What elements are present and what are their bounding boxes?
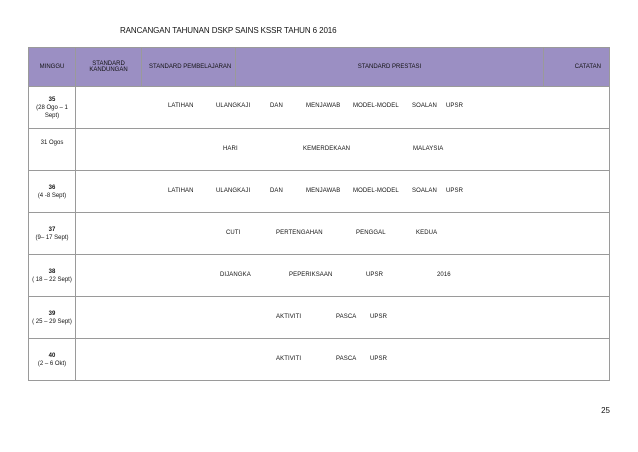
table-row — [29, 129, 610, 171]
week-number: 39 — [48, 310, 56, 317]
week-number: 40 — [48, 352, 56, 359]
week-cell — [29, 87, 76, 129]
activity-cell — [76, 339, 610, 381]
header-standard-prestasi: STANDARD PRESTASI — [236, 48, 544, 87]
table-row — [29, 297, 610, 339]
activity-cell — [76, 255, 610, 297]
week-number: 35 — [48, 96, 56, 103]
header-minggu: MINGGU — [29, 48, 76, 87]
week-range: (4 -8 Sept) — [37, 192, 67, 199]
header-standard-kandungan-line1: STANDARD — [92, 61, 125, 67]
activity-word: DIJANGKA — [220, 272, 251, 278]
document-title: RANCANGAN TAHUNAN DSKP SAINS KSSR TAHUN 6 2016 — [120, 26, 337, 35]
activity-word: MALAYSIA — [413, 146, 444, 152]
activity-word: HARI — [223, 146, 238, 152]
activity-word: SOALAN — [412, 188, 437, 194]
activity-word: KEDUA — [416, 230, 438, 236]
activity-word: DAN — [270, 103, 283, 109]
week-cell — [29, 297, 76, 339]
header-standard-kandungan — [76, 48, 142, 87]
week-cell — [29, 339, 76, 381]
week-range: (9– 17 Sept) — [35, 234, 69, 241]
activity-cell — [76, 129, 610, 171]
table-row — [29, 339, 610, 381]
activity-word: AKTIVITI — [276, 314, 302, 320]
activity-word: DAN — [270, 188, 283, 194]
header-catatan: CATATAN — [544, 48, 610, 87]
table-row — [29, 171, 610, 213]
activity-cell — [76, 171, 610, 213]
activity-word: MODEL-MODEL — [353, 188, 399, 194]
activity-word: UPSR — [370, 314, 388, 320]
activity-word: ULANGKAJI — [216, 188, 251, 194]
activity-word: KEMERDEKAAN — [303, 146, 351, 152]
annual-plan-table — [28, 47, 610, 381]
week-number: 38 — [48, 268, 56, 275]
activity-word: PERTENGAHAN — [276, 230, 323, 236]
week-number: 36 — [48, 184, 56, 191]
activity-word: UPSR — [446, 103, 464, 109]
activity-word: LATIHAN — [168, 188, 194, 194]
week-range: 31 Ogos — [40, 140, 64, 146]
activity-word: CUTI — [226, 230, 241, 236]
activity-word: SOALAN — [412, 103, 437, 109]
week-range: ( 25 – 29 Sept) — [32, 318, 72, 325]
activity-word: ULANGKAJI — [216, 103, 251, 109]
activity-cell — [76, 87, 610, 129]
week-range: (2 – 6 Okt) — [37, 360, 67, 367]
table-row — [29, 255, 610, 297]
activity-word: MENJAWAB — [306, 103, 341, 109]
activity-word: 2016 — [437, 272, 451, 278]
week-cell — [29, 171, 76, 213]
activity-word: PASCA — [336, 314, 357, 320]
table-row — [29, 213, 610, 255]
activity-word: PEPERIKSAAN — [289, 272, 333, 278]
activity-word: MODEL-MODEL — [353, 103, 399, 109]
activity-word: UPSR — [446, 188, 464, 194]
activity-word: PENGGAL — [356, 230, 386, 236]
page-number: 25 — [601, 406, 610, 415]
activity-word: AKTIVITI — [276, 356, 302, 362]
activity-cell — [76, 213, 610, 255]
activity-word: LATIHAN — [168, 103, 194, 109]
table-header-row — [29, 48, 610, 87]
activity-word: UPSR — [366, 272, 384, 278]
activity-word: MENJAWAB — [306, 188, 341, 194]
week-cell — [29, 213, 76, 255]
header-standard-pembelajaran: STANDARD PEMBELAJARAN — [142, 48, 236, 87]
activity-word: PASCA — [336, 356, 357, 362]
week-cell — [29, 255, 76, 297]
activity-word: UPSR — [370, 356, 388, 362]
table-row — [29, 87, 610, 129]
header-standard-kandungan-line2: KANDUNGAN — [89, 67, 128, 73]
week-number: 37 — [48, 226, 56, 233]
week-range: (28 Ogo – 1 Sept) — [36, 104, 68, 119]
activity-cell — [76, 297, 610, 339]
week-cell — [29, 129, 76, 171]
week-range: ( 18 – 22 Sept) — [32, 276, 72, 283]
